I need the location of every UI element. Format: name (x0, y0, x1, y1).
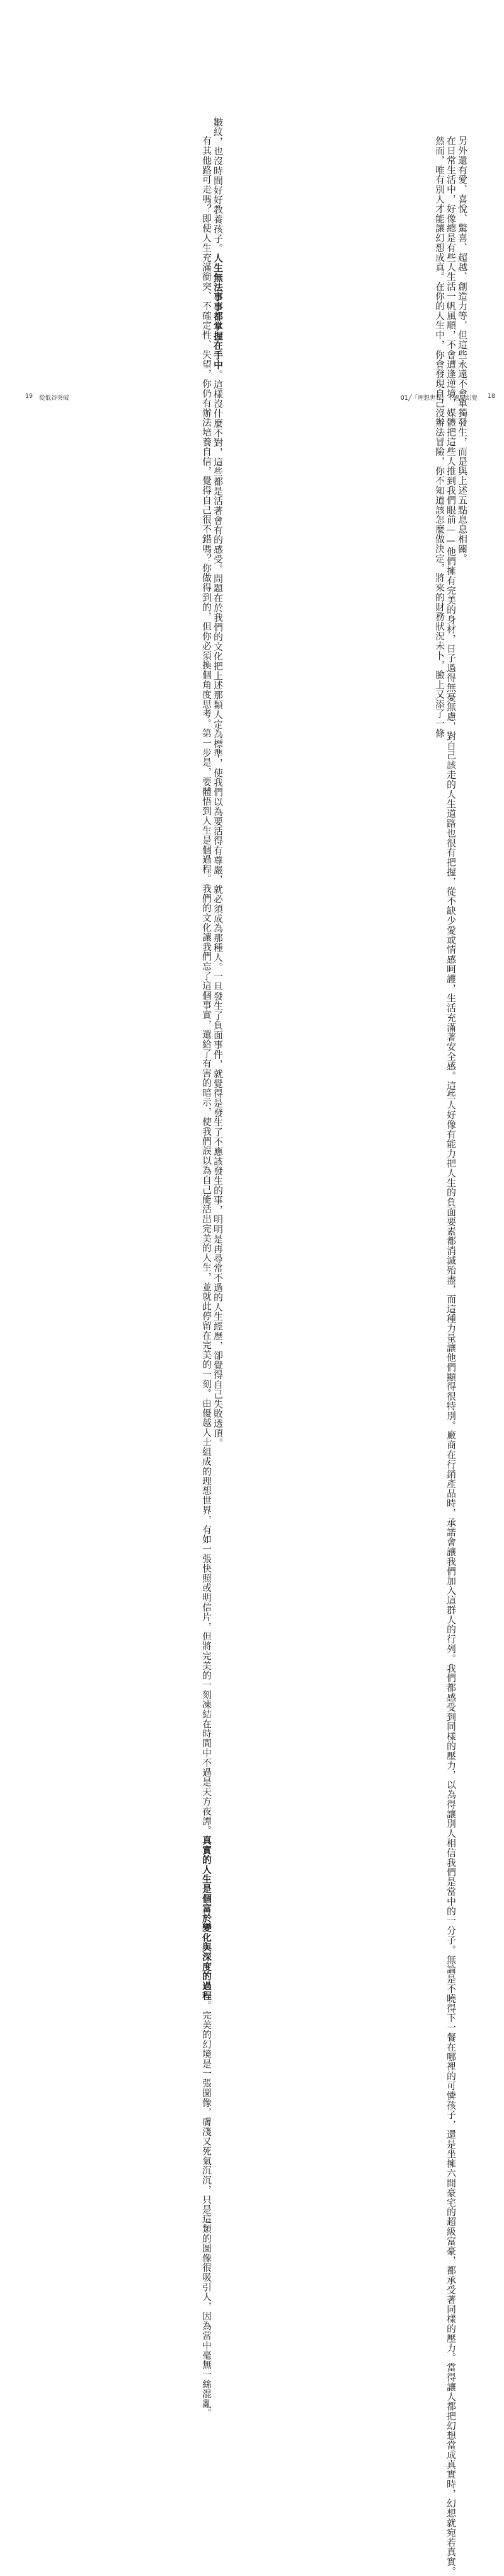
left-paragraph-1: 皺紋，也沒時間好好教養孩子。人生無法事事都掌握在手中。這樣沒什麼不對，這些都是活著會有的感受。問題在於我們的文化把上述那類人定為標準，使我們以為要活得有尊嚴，就必須成為那種人。一旦發生了負面事件，就覺得是發生了不應該發生的事，明明是再尋常不過的人生經歷，卻覺得自己失敗透頂。 (212, 117, 223, 1448)
emphasis-text: 真實的人生是個富於變化與深度的過程 (201, 1835, 212, 2001)
running-title-left: 從低谷突破 (39, 395, 69, 402)
right-paragraph-3: 然而，唯有別人才能讓幻想成真。在你的人生中，你會發現自己沒辦法冒險，你不知道該怎麼做決定，將來的財務狀況未卜，臉上又添了一條 (434, 136, 445, 738)
left-paragraph-2: 有其他路可走嗎？即使人生充滿衝突、不確定性、失望，你仍有辦法培養自信，覺得自己很不錯嗎？你做得到的，但你必須換個角度思考。第一步是，要體悟到人生是個過程。我們的文化讓我們忘了這個事實，還給了有害的暗示，使我們誤以為自己能活出完美的人生，並就此停留在完美的一刻。由優越人士組成的理想世界，有如一張快照或明信片，但將完美的一刻凍結在時間中不過是天方夜譚。真實的人生是個富於變化與深度的過程。完美的幻境是一張圖像，膚淺又死氣沉沉，只是這類的圖像很吸引人，因為當中毫無一絲混亂。 (201, 136, 212, 2418)
emphasis-text: 人生無法事事都掌握在手中 (212, 253, 223, 370)
page-number-left: 19 (25, 393, 33, 400)
right-paragraph-1: 另外還有愛、喜悅、驚喜、超越、創造力等，但這些永遠不會單獨發生，而是與上述五點息息相關。 (457, 136, 467, 564)
running-title-right: 01╱「理想世界」不過是幻覺 (400, 395, 478, 402)
page-number-right: 18 (487, 393, 495, 400)
left-page (0, 0, 252, 2418)
right-paragraph-2: 在日常生活中，好像總是有些人生活一帆風順，不會遭逢逆境，媒體把這些人推到我們眼前——他們擁有完美的身材，日子過得無憂無慮，對自己該走的人生道路也很有把握，從不缺少愛或情感呵護，生活充滿著安全感。這些人好像有能力把人生的負面要素都消滅殆盡，而這種力量讓他們顯得很特別。廠商在行銷產品時，承諾會讓我們加入這群人的行列。我們都感受到同樣的壓力，以為得讓別人相信我們是當中的一分子。無論是不曉得下一餐在哪裡的可憐孩子，還是坐擁六間豪宅的超級富豪，都承受著同樣的壓力。當得讓人都把幻想當成真實時，幻想就宛若真實。 (445, 136, 456, 2576)
right-page (252, 0, 504, 2576)
